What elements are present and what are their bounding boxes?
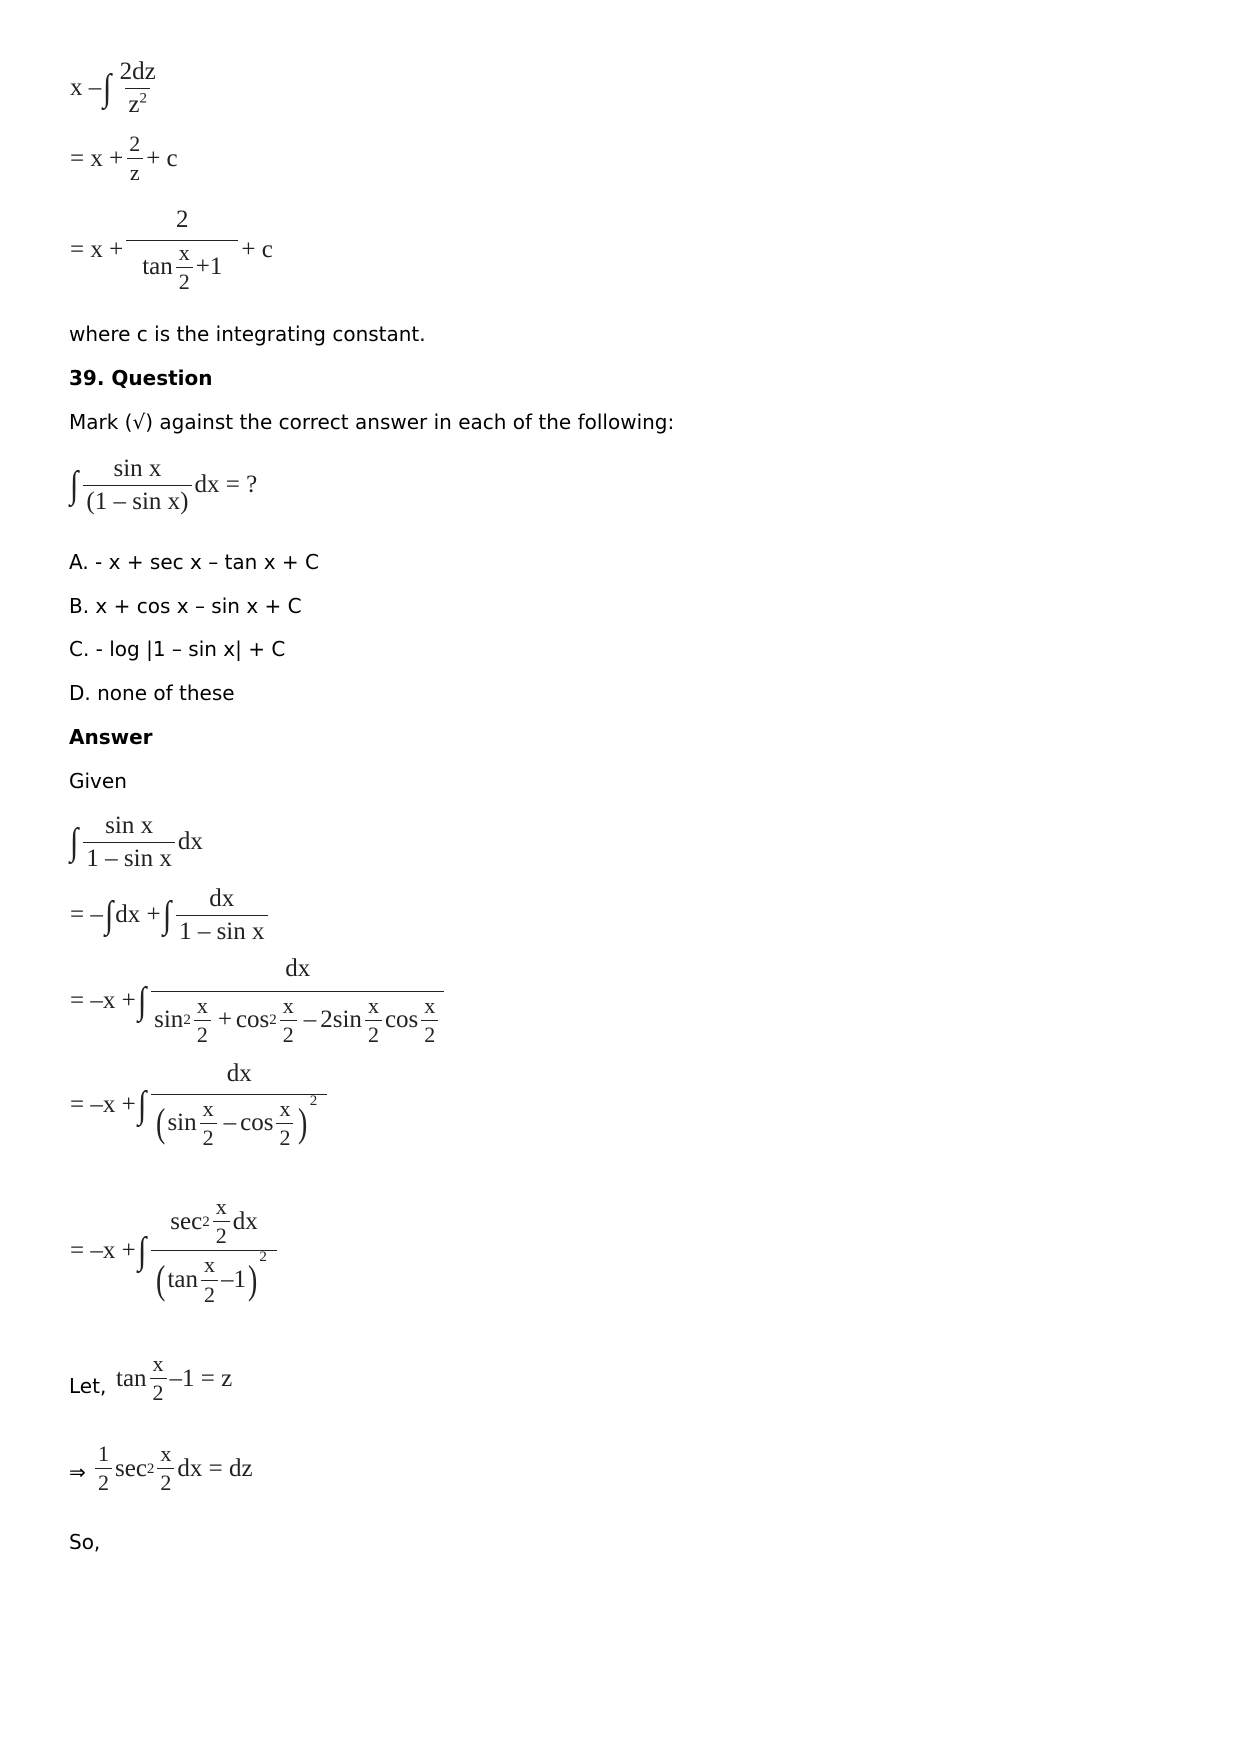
fraction-denominator: 2	[280, 1020, 297, 1047]
question-instruction: Mark (√) against the correct answer in each of the following:	[69, 410, 675, 434]
fraction-denominator: 1 – sin x	[176, 915, 267, 946]
eq-text: –	[223, 1109, 237, 1137]
eq-text: dx	[177, 828, 203, 855]
fraction-numerator: x	[215, 1194, 227, 1219]
answer-step-2	[70, 885, 271, 945]
eq-text: 2sin	[320, 1006, 362, 1034]
fraction-denominator: 2	[176, 267, 193, 294]
fraction-numerator: x	[196, 992, 208, 1018]
answer-step-1	[68, 812, 203, 872]
integral-sign: ∫	[137, 1229, 147, 1272]
fraction-denominator: z	[127, 158, 143, 185]
eq-text: tan	[167, 1266, 198, 1294]
fraction-numerator: 2	[176, 206, 189, 233]
integral-sign: ∫	[70, 464, 79, 506]
fraction-numerator: 2dz	[119, 58, 156, 85]
fraction-denominator: 2	[95, 1468, 112, 1495]
eq-text: cos	[235, 1006, 270, 1034]
eq-text: –1 = z	[169, 1364, 233, 1392]
fraction-denominator: (1 – sin x)	[83, 485, 191, 516]
answer-step-4: = –x + ∫ dx ( sin $\frac{x}{2}$ – cos $\frac{x}{2}$ ) 2	[70, 1060, 330, 1150]
answer-step-5: = –x + ∫ sec 2 $\frac{x}{2}$ dx ( tan $\frac{x}{2}$ –1 ) 2	[70, 1195, 280, 1307]
eq-text: +	[217, 1006, 232, 1034]
fraction-denominator: 1 – sin x	[83, 842, 174, 873]
fraction-numerator: dx	[285, 955, 311, 982]
fraction-denominator: 2	[150, 1378, 167, 1405]
eq-text: = –x +	[70, 986, 136, 1014]
answer-step-3: = –x + ∫ dx sin 2 $\frac{x}{2}$ + cos 2 $\frac{x}{2}$ – 2sin $\frac{x}{2}$ cos $\frac{x}{2}$	[70, 955, 447, 1047]
eq-text: x –	[70, 74, 102, 101]
eq-prev-1	[70, 58, 162, 118]
fraction-numerator: x	[178, 239, 190, 265]
eq-prev-3	[70, 206, 273, 294]
option-d[interactable]: D. none of these	[69, 681, 235, 705]
fraction-numerator: x	[367, 992, 379, 1018]
given-label: Given	[69, 769, 127, 793]
eq-text: + c	[146, 144, 178, 172]
option-a[interactable]: A. - x + sec x – tan x + C	[69, 550, 319, 574]
differential-eq: $\frac{1}{2}$ sec 2 $\frac{x}{2}$ dx = dz	[92, 1440, 253, 1495]
integral-sign: ∫	[103, 67, 112, 109]
eq-text: sin	[154, 1006, 184, 1034]
eq-text: sec	[170, 1207, 203, 1235]
eq-text: + c	[241, 235, 273, 263]
fraction-numerator: x	[204, 1252, 215, 1278]
eq-text: = –x +	[70, 1090, 136, 1118]
eq-text: cos	[384, 1006, 419, 1034]
eq-text: sin	[167, 1109, 197, 1137]
fraction-denominator: 2	[276, 1123, 293, 1150]
fraction-denominator: 2	[365, 1020, 382, 1047]
fraction-numerator: dx	[209, 885, 235, 912]
fraction-denominator: 2	[201, 1280, 218, 1307]
so-label: So,	[69, 1530, 101, 1554]
option-b[interactable]: B. x + cos x – sin x + C	[69, 594, 302, 618]
fraction-numerator: 1	[98, 1441, 109, 1466]
fraction-numerator: 2	[129, 131, 141, 156]
question-heading: 39. Question	[69, 366, 213, 390]
fraction-numerator: x	[282, 992, 294, 1018]
integral-sign: ∫	[137, 1083, 147, 1126]
eq-text: tan	[142, 253, 173, 281]
eq-text: dx	[232, 1207, 258, 1235]
fraction-numerator: sin x	[113, 455, 162, 482]
integral-sign: ∫	[104, 894, 114, 936]
fraction-denominator: 2	[200, 1123, 217, 1150]
fraction-numerator: dx	[226, 1060, 252, 1087]
substitution-eq	[116, 1352, 232, 1405]
fraction-denominator: 2	[213, 1221, 230, 1248]
fraction-numerator: x	[152, 1351, 164, 1376]
fraction-numerator: sin x	[105, 812, 154, 839]
eq-prev-2	[70, 132, 178, 185]
eq-text: dx = dz	[177, 1454, 253, 1482]
eq-text: –	[303, 1006, 317, 1034]
question-integral	[68, 455, 257, 515]
integral-sign: ∫	[162, 894, 172, 936]
fraction-numerator: x	[202, 1095, 214, 1121]
eq-text: –1	[221, 1266, 246, 1294]
eq-text: dx +	[115, 901, 161, 928]
implies-arrow: ⇒	[69, 1460, 86, 1484]
eq-text: = x +	[70, 144, 124, 172]
fraction-numerator: x	[160, 1441, 172, 1466]
fraction-denominator: 2	[194, 1020, 211, 1047]
fraction-denominator: 2	[421, 1020, 438, 1047]
eq-text: +1	[195, 253, 223, 281]
eq-text: = –	[70, 901, 103, 928]
integral-sign: ∫	[137, 979, 147, 1022]
eq-text: = x +	[70, 235, 124, 263]
let-label: Let,	[69, 1374, 107, 1398]
fraction-denominator: 2	[157, 1468, 174, 1495]
eq-text: = –x +	[70, 1236, 136, 1264]
fraction-numerator: x	[279, 1095, 291, 1121]
answer-heading: Answer	[69, 725, 153, 749]
integrating-constant-note: where c is the integrating constant.	[69, 322, 426, 346]
eq-text: dx = ?	[194, 471, 258, 498]
integral-sign: ∫	[70, 821, 79, 863]
fraction-denominator: z	[128, 90, 140, 118]
option-c[interactable]: C. - log |1 – sin x| + C	[69, 637, 286, 661]
exponent: 2	[139, 90, 148, 107]
eq-text: cos	[240, 1109, 274, 1137]
fraction-numerator: x	[424, 992, 436, 1018]
eq-text: sec	[115, 1454, 147, 1482]
eq-text: tan	[116, 1364, 147, 1392]
